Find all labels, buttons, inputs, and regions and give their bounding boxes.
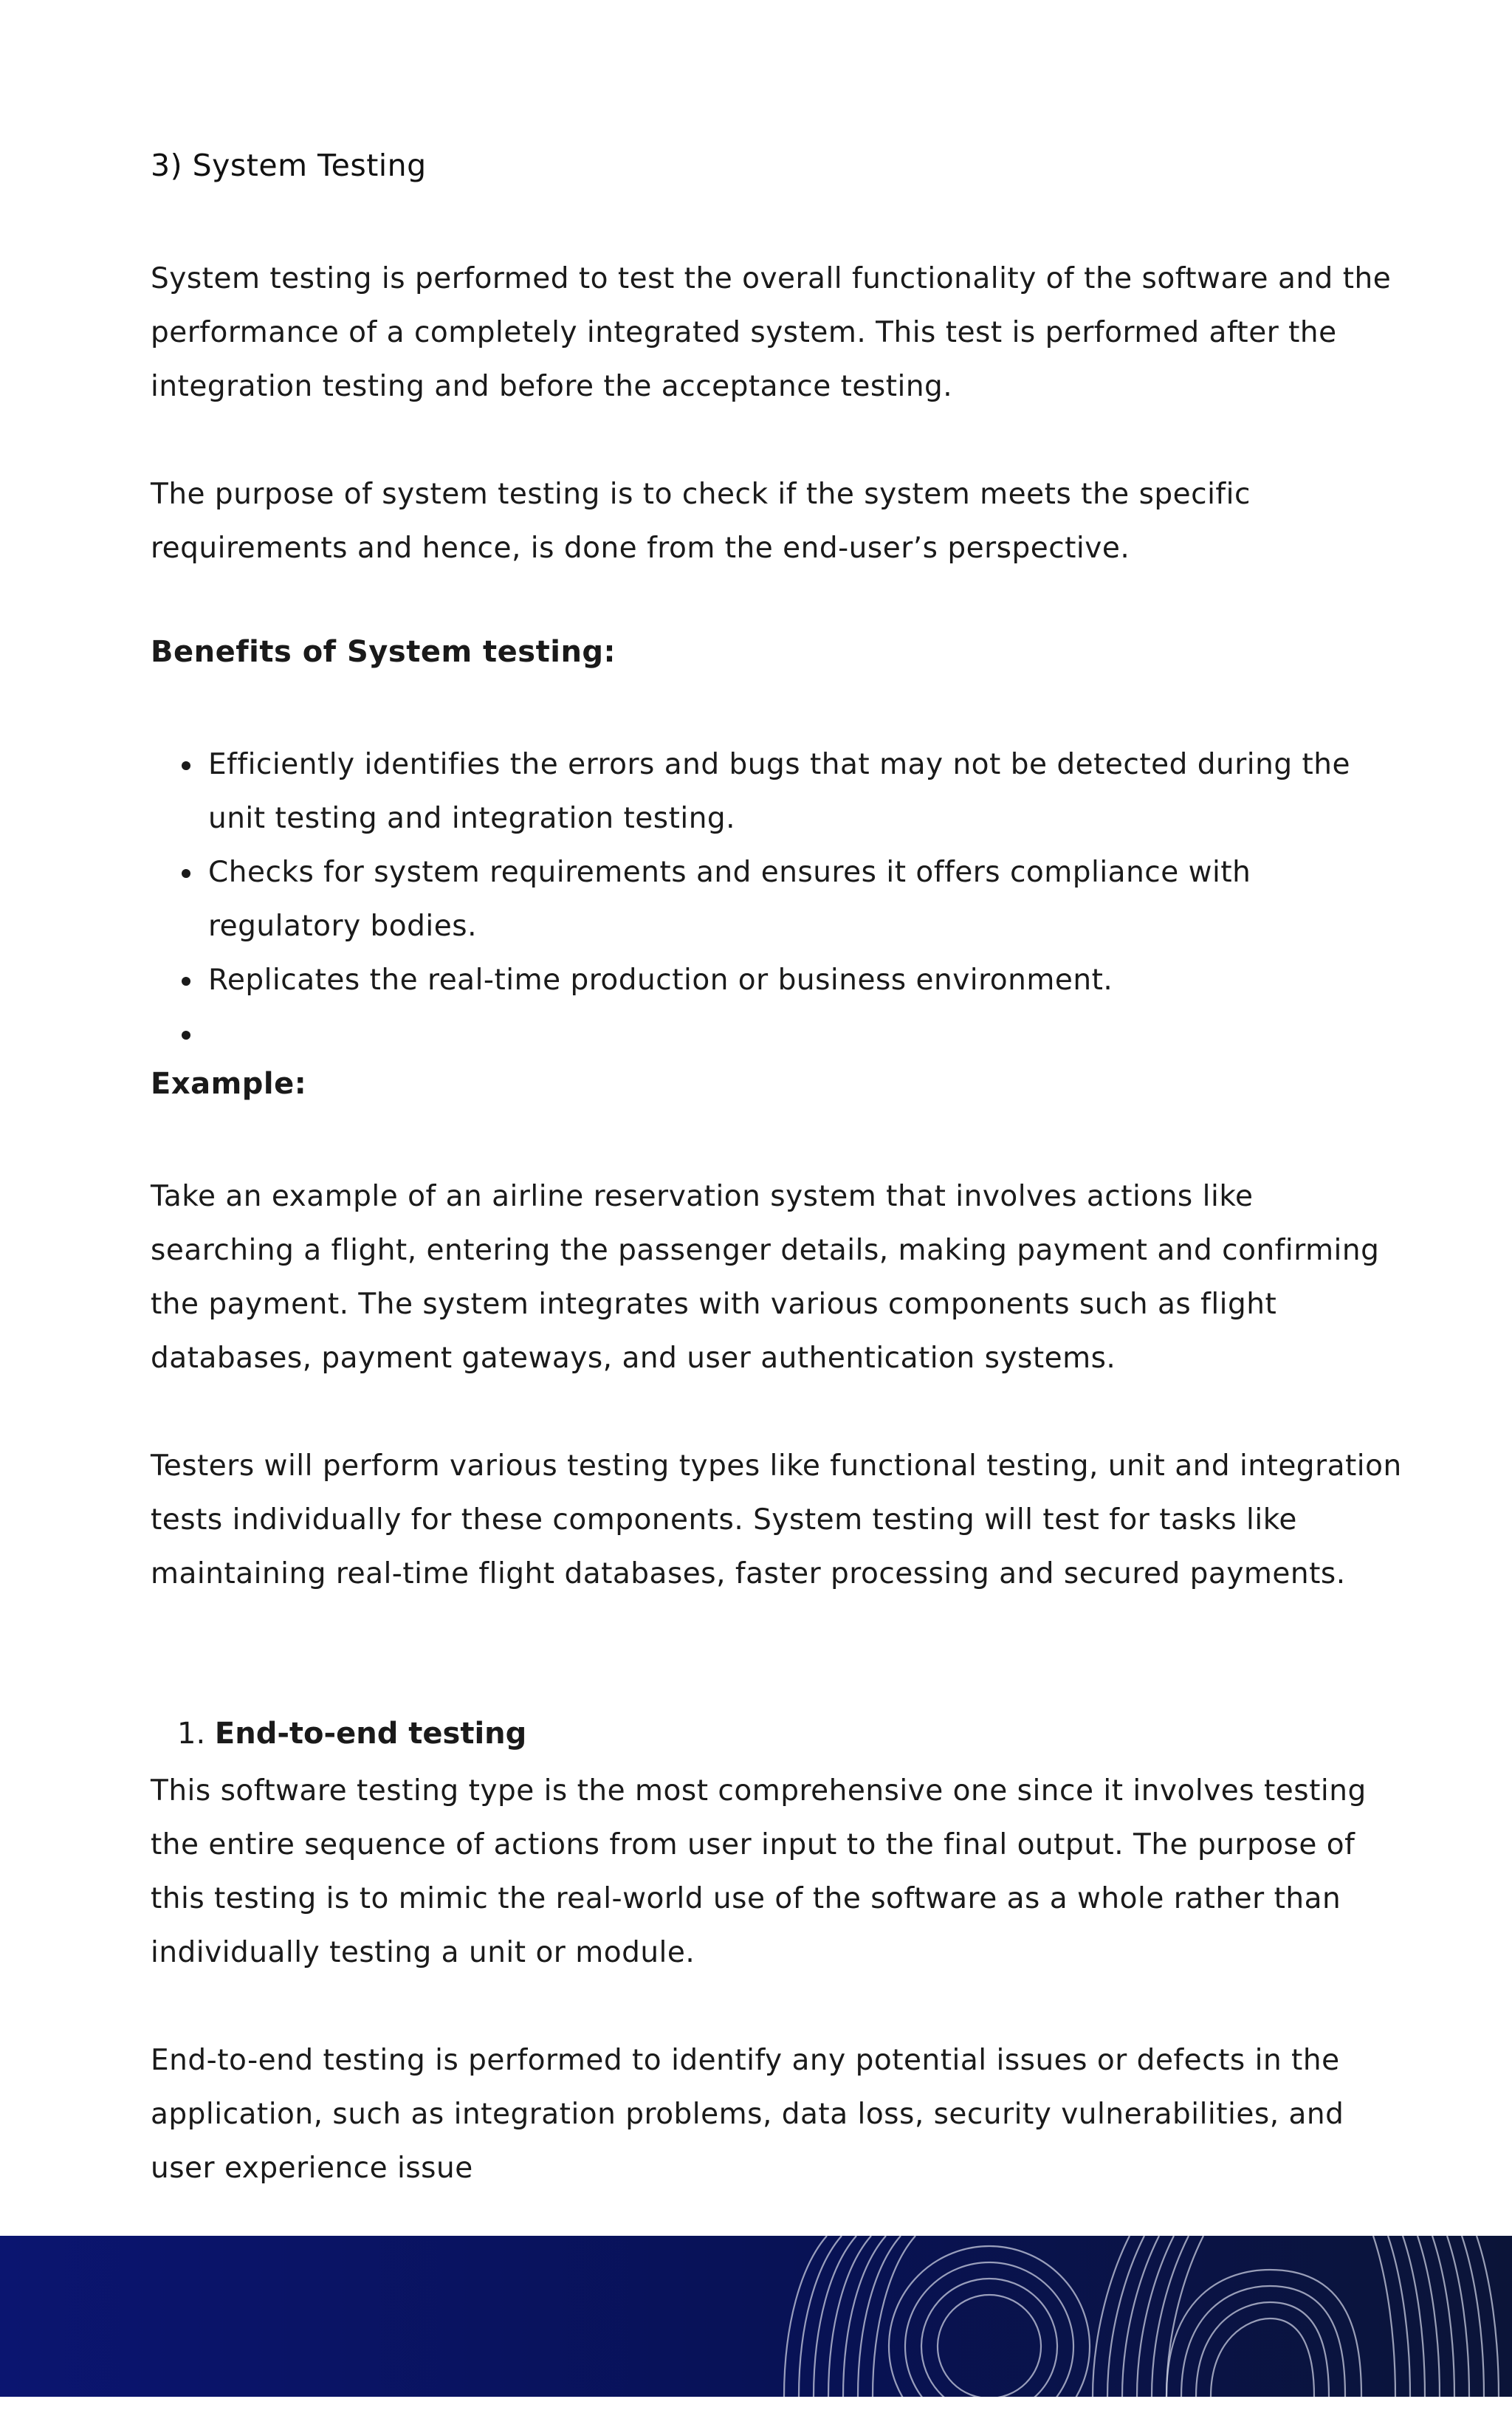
benefit-text: Replicates the real-time production or business environment. [208,964,1113,997]
section-title: 3) System Testing [151,148,427,183]
e2e-paragraph-2: End-to-end testing is performed to identify any potential issues or defects in the application, such as integration problems, data loss, security vulnerabilities, and user experience issue [151,2044,1344,2185]
bullet-icon [182,869,190,878]
bullet-icon [182,761,190,770]
bullet-icon [182,977,190,986]
benefits-list [151,738,1406,1061]
footer-banner [0,2236,1512,2397]
intro-paragraph-2: The purpose of system testing is to check if the system meets the specific requirements and hence, is done from the end-user’s perspective. [151,478,1251,565]
list-item [151,738,1406,845]
e2e-title: End-to-end testing [214,1717,527,1751]
bullet-icon [182,1031,190,1040]
list-item [151,953,1406,1007]
list-item [151,845,1406,953]
benefits-heading: Benefits of System testing: [151,635,616,669]
intro-paragraph-1: System testing is performed to test the overall functionality of the software and the performance of a completely integrated system. This test is performed after the integration testing and before the acceptance testing. [151,262,1392,403]
e2e-number: 1. [177,1717,206,1751]
example-heading: Example: [151,1067,307,1101]
example-paragraph-2: Testers will perform various testing types like functional testing, unit and integration tests individually for these components. System testing will test for tasks like maintaining real-time flight databases, faster processing and secured payments. [151,1449,1402,1590]
benefit-text: Checks for system requirements and ensures it offers compliance with regulatory bodies. [208,856,1251,943]
e2e-paragraph-1: This software testing type is the most comprehensive one since it involves testing the entire sequence of actions from user input to the final output. The purpose of this testing is to mimic the real-world use of the software as a whole rather than individually testing a unit or module. [151,1774,1367,1969]
example-paragraph-1: Take an example of an airline reservation system that involves actions like searching a flight, entering the passenger details, making payment and confirming the payment. The system integrates with various components such as flight databases, payment gateways, and user authentication systems. [151,1180,1380,1375]
decorative-waves-icon [0,2236,1512,2397]
list-item [151,1007,1406,1061]
benefit-text: Efficiently identifies the errors and bugs that may not be detected during the unit testing and integration testing. [208,748,1350,835]
e2e-heading [177,1717,526,1751]
